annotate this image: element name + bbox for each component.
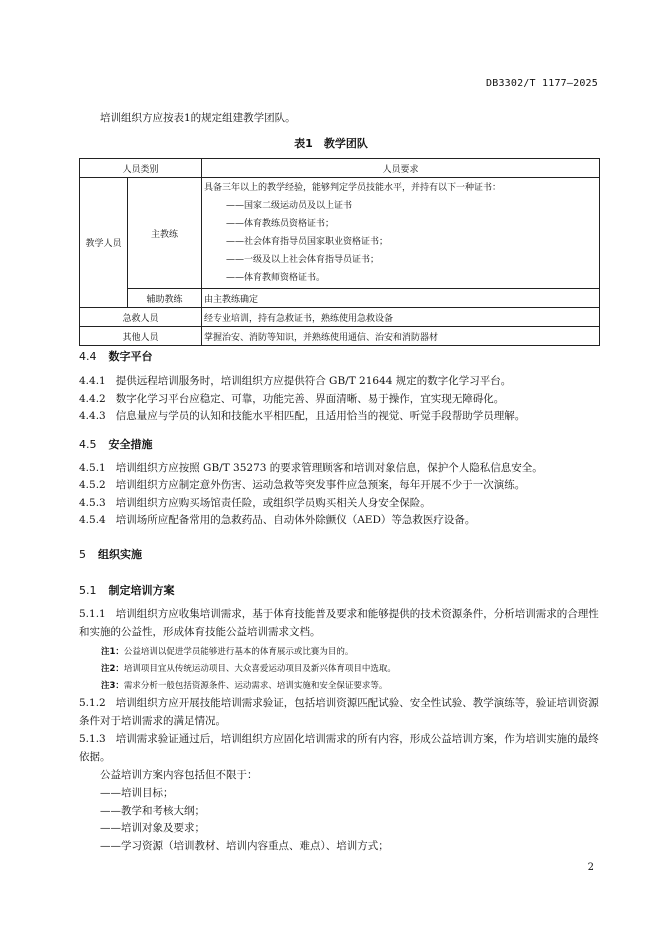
section-heading-4-5: 4.5 安全措施 [79, 438, 153, 451]
cert-item: ——一级及以上社会体育指导员证书； [226, 255, 380, 265]
col-header-category: 人员类别 [80, 159, 202, 178]
clause-4-5-3: 4.5.3 培训组织方应购买场馆责任险，或组织学员购买相关人身安全保险。 [79, 497, 431, 509]
role-head-coach: 主教练 [128, 178, 202, 289]
section-heading-4-4: 4.4 数字平台 [79, 350, 153, 363]
group-teaching-staff: 教学人员 [80, 178, 128, 308]
cert-item: ——国家二级运动员及以上证书 [226, 201, 353, 211]
head-coach-requirements [202, 178, 600, 289]
clause-5-1-2: 5.1.2 培训组织方应开展技能培训需求验证，包括培训资源匹配试验、安全性试验、教学演练等，验证培训资源条件对于培训需求的满足情况。 [79, 697, 599, 727]
clause-4-5-1: 4.5.1 培训组织方应按照 GB/T 35273 的要求管理顾客和培训对象信息，保护个人隐私信息安全。 [79, 462, 543, 474]
clause-4-4-1: 4.4.1 提供远程培训服务时，培训组织方应提供符合 GB/T 21644 规定的数字化学习平台。 [79, 375, 512, 387]
table-row [80, 289, 600, 308]
head-coach-requirement: 具备三年以上的教学经验，能够判定学员技能水平，并持有以下一种证书： [204, 183, 502, 193]
clause-5-1-3: 5.1.3 培训需求验证通过后，培训组织方应固化培训需求的所有内容，形成公益培训方案，作为培训实施的最终依据。 [79, 733, 599, 763]
table-intro: 培训组织方应按表1的规定组建教学团队。 [100, 112, 296, 124]
list-item: ——教学和考核大纲； [100, 805, 205, 817]
page-number: 2 [587, 862, 594, 873]
list-item: ——培训对象及要求； [100, 822, 205, 834]
note-1: 注1：公益培训以促进学员能够进行基本的体育展示或比赛为目的。 [101, 647, 354, 657]
note-3: 注3：需求分析一般包括资源条件、运动需求、培训实施和安全保证要求等。 [101, 681, 388, 691]
note-2: 注2：培训项目宜从传统运动项目、大众喜爱运动项目及新兴体育项目中选取。 [101, 664, 396, 674]
section-heading-5-1: 5.1 制定培训方案 [79, 584, 175, 597]
table-row [80, 308, 600, 327]
cert-item: ——社会体育指导员国家职业资格证书； [226, 237, 389, 247]
cert-item: ——体育教练员资格证书； [226, 219, 335, 229]
first-aid-requirement: 经专业培训，持有急救证书，熟练使用急救设备 [202, 308, 600, 327]
clause-4-5-2: 4.5.2 培训组织方应制定意外伤害、运动急救等突发事件应急预案，每年开展不少于一次演练。 [79, 479, 526, 491]
table-header-row [80, 159, 600, 178]
plan-content-intro: 公益培训方案内容包括但不限于： [100, 769, 258, 781]
table-row [80, 178, 600, 289]
chapter-heading-5: 5 组织实施 [79, 548, 142, 561]
clause-4-4-3: 4.4.3 信息量应与学员的认知和技能水平相匹配，且适用恰当的视觉、听觉手段帮助学员理解。 [79, 410, 526, 422]
col-header-requirement: 人员要求 [202, 159, 600, 178]
others-requirement: 掌握治安、消防等知识，并熟练使用通信、治安和消防器材 [202, 327, 600, 346]
cert-item: ——体育教师资格证书。 [226, 273, 326, 283]
clause-4-5-4: 4.5.4 培训场所应配备常用的急救药品、自动体外除颤仪（AED）等急救医疗设备。 [79, 514, 476, 526]
table-row [80, 327, 600, 346]
role-first-aid: 急救人员 [80, 308, 202, 327]
teaching-team-table [79, 158, 600, 346]
document-code: DB3302/T 1177—2025 [486, 78, 598, 89]
list-item: ——培训目标； [100, 787, 174, 799]
clause-4-4-2: 4.4.2 数字化学习平台应稳定、可靠，功能完善、界面清晰、易于操作，宜实现无障碍化。 [79, 393, 505, 405]
list-item: ——学习资源（培训教材、培训内容重点、难点）、培训方式； [100, 840, 389, 852]
assistant-requirement: 由主教练确定 [202, 289, 600, 308]
table-caption: 表1 教学团队 [294, 137, 368, 150]
clause-5-1-1: 5.1.1 培训组织方应收集培训需求，基于体育技能普及要求和能够提供的技术资源条件，分析培训需求的合理性和实施的公益性，形成体育技能公益培训需求文档。 [79, 608, 599, 638]
role-assistant-coach: 辅助教练 [128, 289, 202, 308]
role-others: 其他人员 [80, 327, 202, 346]
